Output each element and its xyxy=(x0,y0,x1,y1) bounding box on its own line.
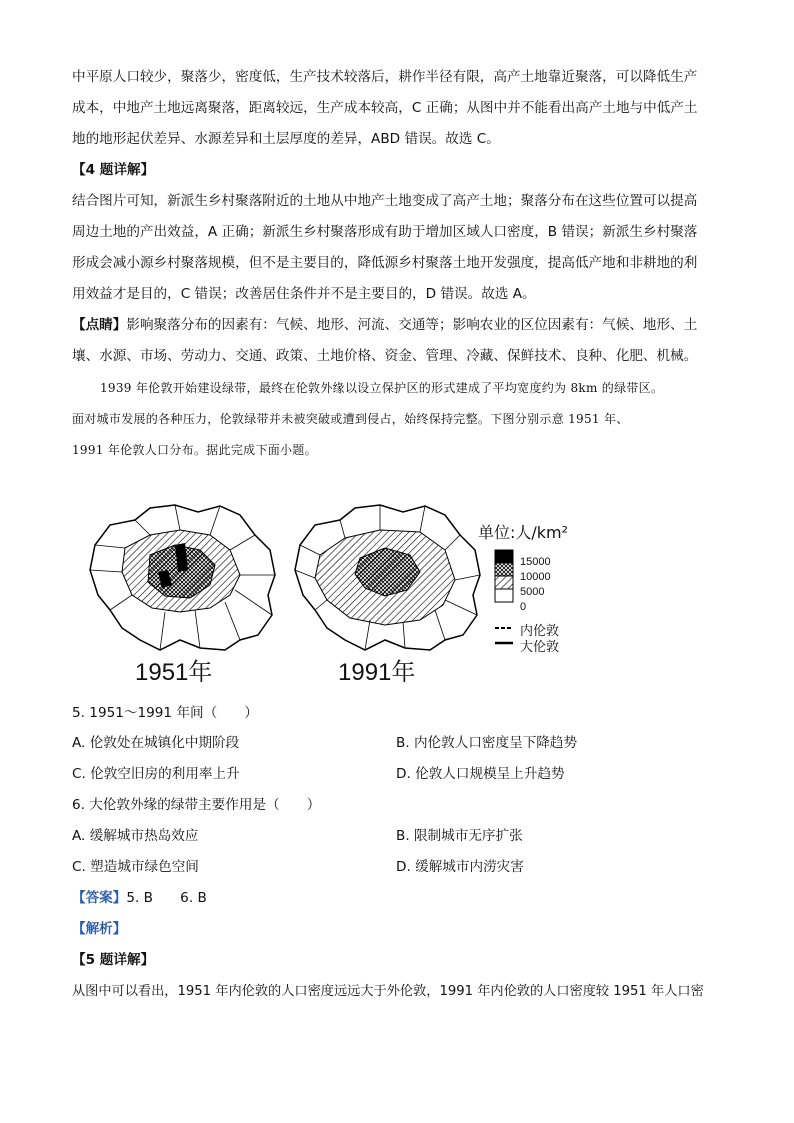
map-1951 xyxy=(90,505,275,650)
london-population-figure xyxy=(80,500,600,690)
legend-title: 单位:人/km² xyxy=(478,523,569,542)
section-heading: 【5 题详解】 xyxy=(72,952,155,968)
text-line: 从图中可以看出，1951 年内伦敦的人口密度远远大于外伦敦，1991 年内伦敦的人口密度较 1951 年人口密 xyxy=(72,984,704,999)
answer-text: 5. B 6. B xyxy=(126,890,207,906)
text-line: 周边土地的产出效益，A 正确；新派生乡村聚落形成有助于增加区域人口密度，B 错误；新派生乡村聚落 xyxy=(72,224,698,240)
q5-option-c: C. 伦敦空旧房的利用率上升 xyxy=(72,766,240,782)
question-5-stem: 5. 1951～1991 年间（ ） xyxy=(72,705,258,721)
text-line: 形成会减小源乡村聚落规模，但不是主要目的，降低源乡村聚落土地开发强度，提高低产地和非耕地的利 xyxy=(72,255,698,271)
legend-swatches xyxy=(495,550,513,643)
map-1991 xyxy=(295,505,480,650)
intro-line: 1939 年伦敦开始建设绿带，最终在伦敦外缘以设立保护区的形式建成了平均宽度约为 8km 的绿带区。 xyxy=(100,381,664,395)
text-line: 中平原人口较少，聚落少，密度低，生产技术较落后，耕作半径有限，高产土地靠近聚落，可以降低生产 xyxy=(72,69,698,85)
text-line: 用效益才是目的，C 错误；改善居住条件并不是主要目的，D 错误。故选 A。 xyxy=(72,286,536,302)
legend-swatch-0 xyxy=(495,589,513,602)
q5-option-b: B. 内伦敦人口密度呈下降趋势 xyxy=(396,735,578,751)
dianjing-label: 【点睛】 xyxy=(72,317,127,333)
text-line: 结合图片可知，新派生乡村聚落附近的土地从中地产土地变成了高产土地；聚落分布在这些位置可以提高 xyxy=(72,193,698,209)
q6-option-c: C. 塑造城市绿色空间 xyxy=(72,859,199,875)
answer-line xyxy=(72,888,207,908)
intro-line: 面对城市发展的各种压力，伦敦绿带并未被突破或遭到侵占，始终保持完整。下图分别示意 1951 年、 xyxy=(72,412,629,426)
legend-inner-label: 内伦敦 xyxy=(520,623,560,638)
q6-option-d: D. 缓解城市内涝灾害 xyxy=(396,859,524,875)
q6-option-b: B. 限制城市无序扩张 xyxy=(396,828,523,844)
answer-label: 【答案】 xyxy=(72,890,127,906)
legend-swatch-10000 xyxy=(495,563,513,576)
dianjing-text: 影响聚落分布的因素有：气候、地形、河流、交通等；影响农业的区位因素有：气候、地形、土 xyxy=(126,317,698,333)
legend-swatch-5000 xyxy=(495,576,513,589)
legend-outer-label: 大伦敦 xyxy=(520,639,560,654)
intro-line: 1991 年伦敦人口分布。据此完成下面小题。 xyxy=(72,443,317,457)
map-1991-label: 1991年 xyxy=(338,659,416,686)
dianjing-line xyxy=(72,315,697,335)
q5-option-a: A. 伦敦处在城镇化中期阶段 xyxy=(72,735,240,751)
legend-value: 5000 xyxy=(520,586,545,598)
text-line: 壤、水源、市场、劳动力、交通、政策、土地价格、资金、管理、冷藏、保鲜技术、良种、化肥、机械。 xyxy=(72,348,698,364)
legend-value: 10000 xyxy=(520,571,551,583)
q5-option-d: D. 伦敦人口规模呈上升趋势 xyxy=(396,766,565,782)
question-6-stem: 6. 大伦敦外缘的绿带主要作用是（ ） xyxy=(72,797,321,813)
text-line: 成本，中地产土地远离聚落，距离较远，生产成本较高，C 正确；从图中并不能看出高产土地与中低产土 xyxy=(72,100,698,116)
analysis-label: 【解析】 xyxy=(72,921,127,937)
q6-option-a: A. 缓解城市热岛效应 xyxy=(72,828,199,844)
text-line: 地的地形起伏差异、水源差异和土层厚度的差异，ABD 错误。故选 C。 xyxy=(72,131,500,147)
legend-value: 15000 xyxy=(520,556,551,568)
map-1951-label: 1951年 xyxy=(135,659,213,686)
legend-swatch-15000 xyxy=(495,550,513,563)
section-heading: 【4 题详解】 xyxy=(72,162,155,178)
legend-value: 0 xyxy=(520,601,527,613)
